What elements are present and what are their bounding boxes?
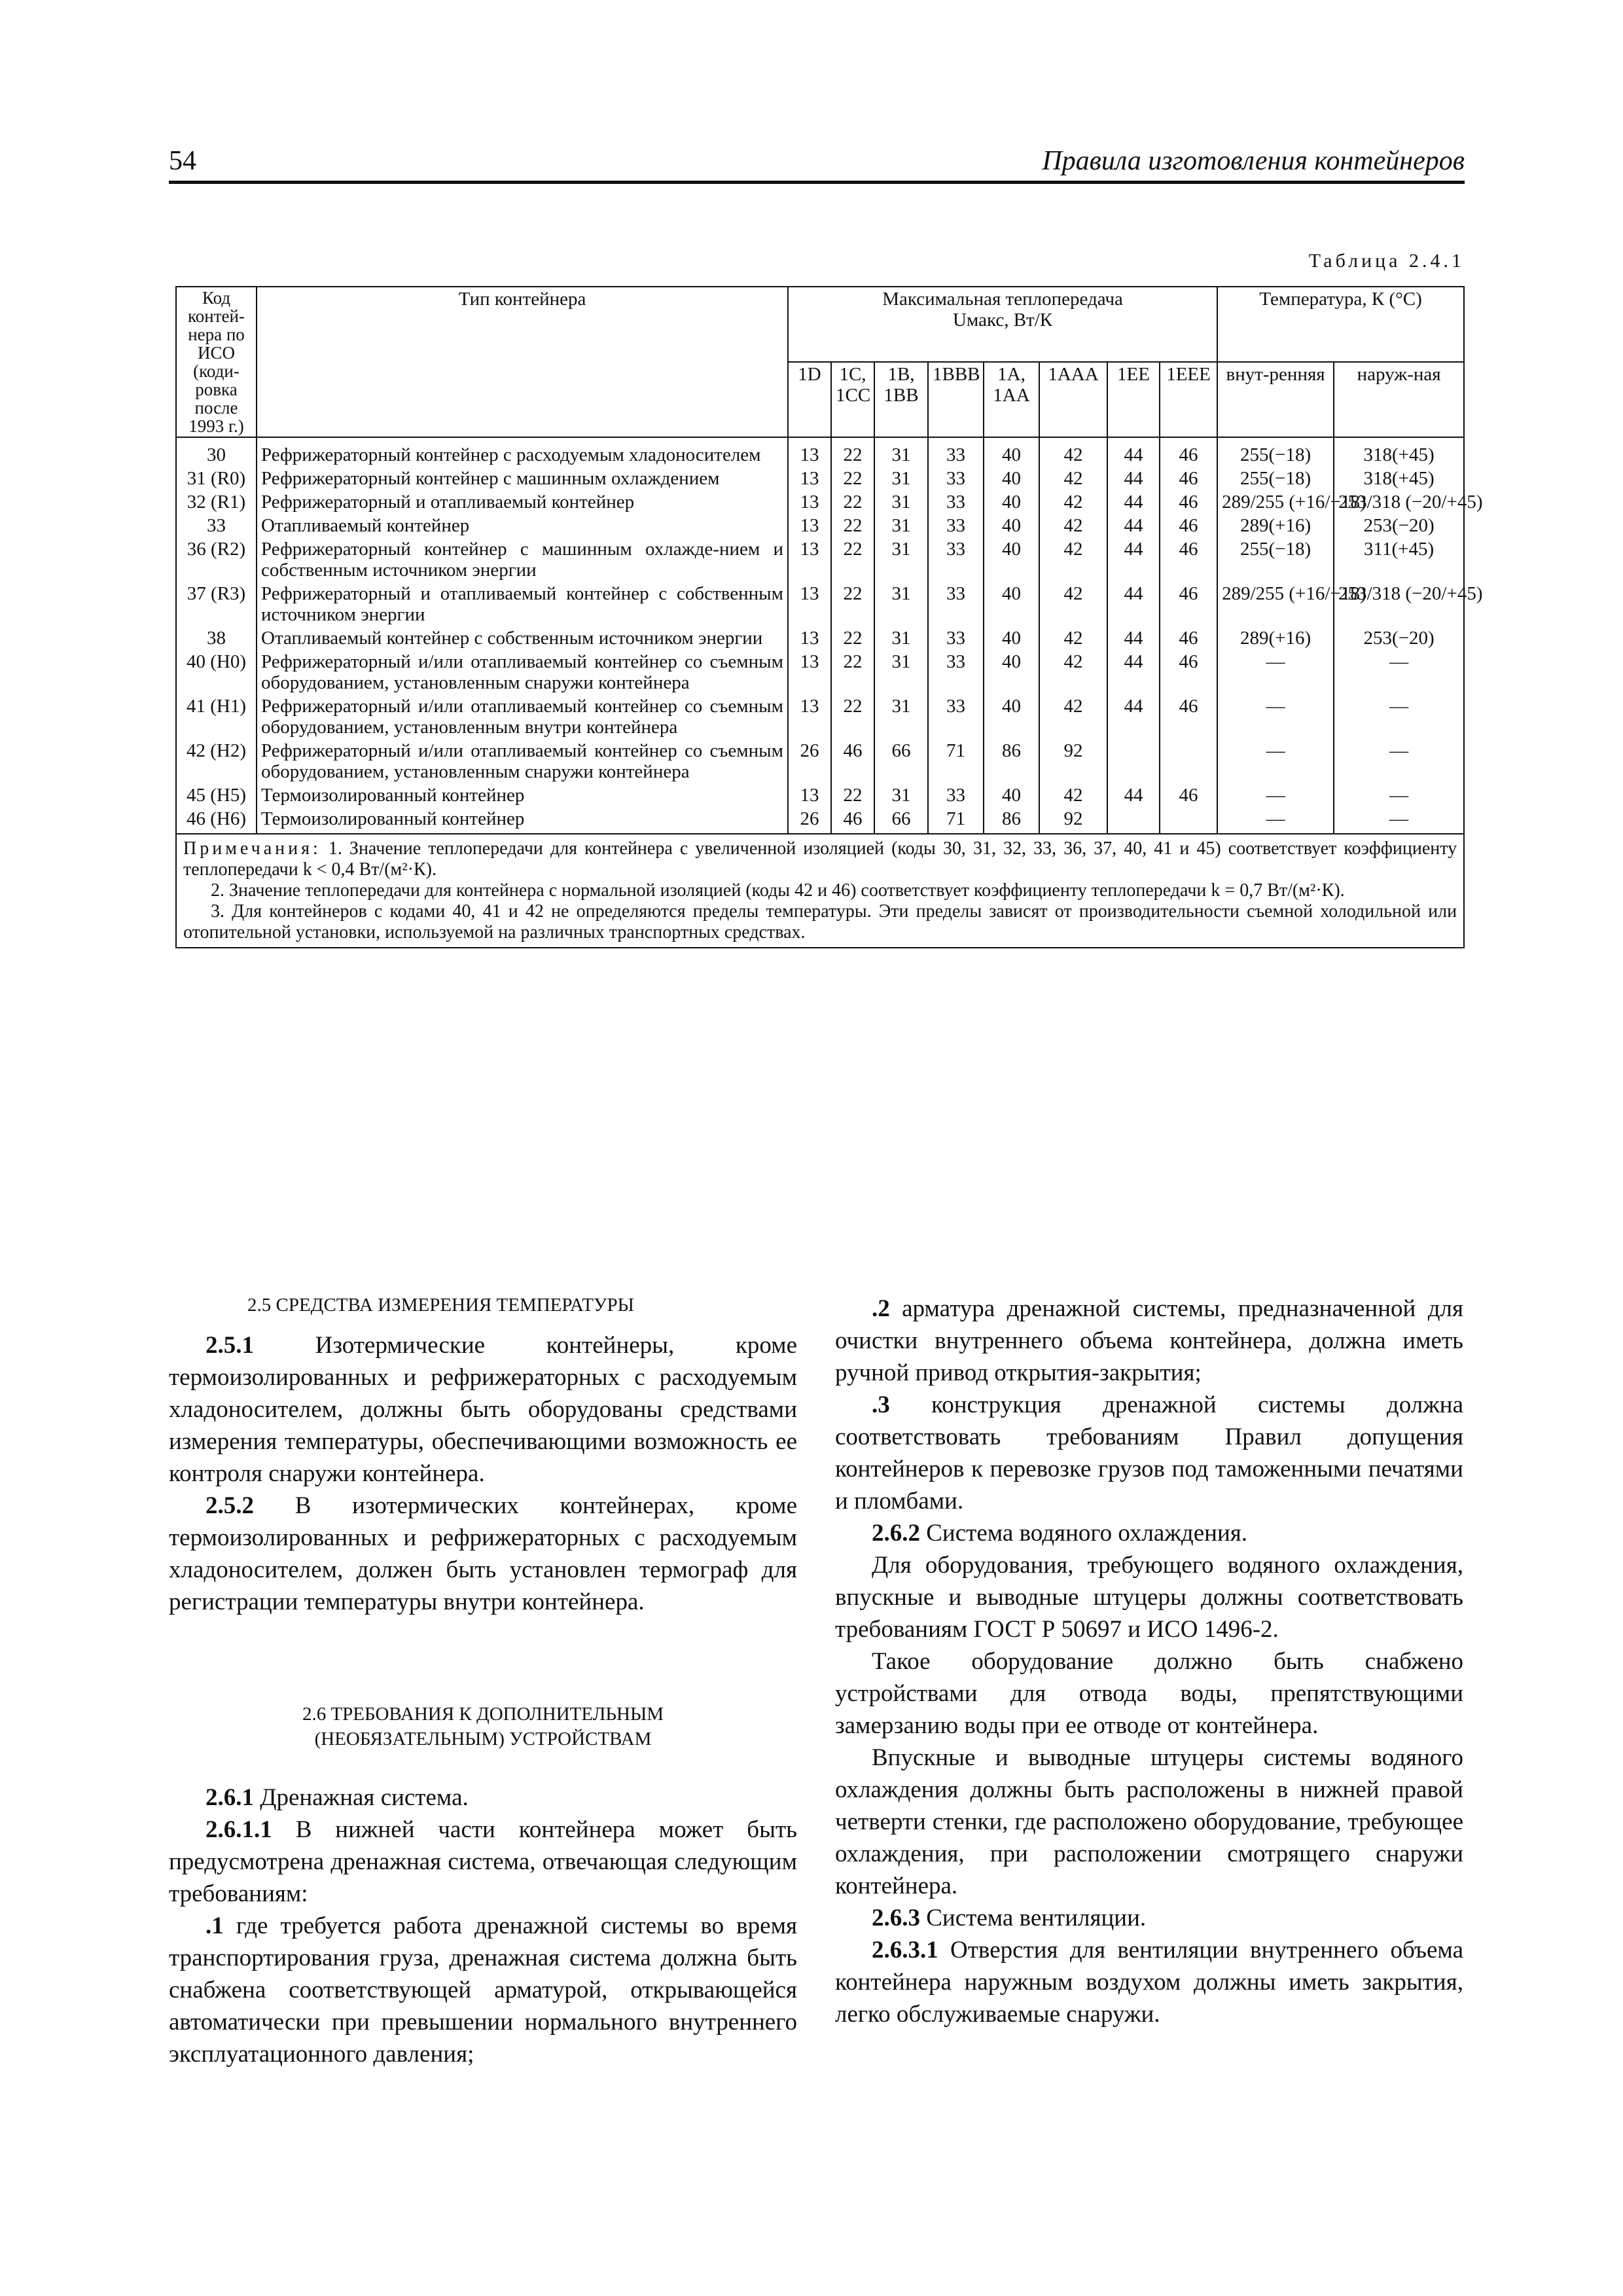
row-container-type: Отапливаемый контейнер xyxy=(257,514,788,537)
row-code: 37 (R3) xyxy=(176,582,257,626)
row-value: 71 xyxy=(928,739,984,783)
row-code: 33 xyxy=(176,514,257,537)
row-inner-temp: 255(−18) xyxy=(1217,437,1334,467)
row-inner-temp: 289/255 (+16/−18) xyxy=(1217,582,1334,626)
row-value: 46 xyxy=(831,739,874,783)
row-container-type: Рефрижераторный и отапливаемый контейнер с собственным источником энергии xyxy=(257,582,788,626)
section-2-6-title-line1: 2.6 ТРЕБОВАНИЯ К ДОПОЛНИТЕЛЬНЫМ xyxy=(302,1704,664,1725)
row-outer-temp: 253/318 (−20/+45) xyxy=(1334,490,1464,514)
paragraph-number: 2.6.3 xyxy=(872,1905,920,1931)
row-inner-temp: — xyxy=(1217,739,1334,783)
row-outer-temp: — xyxy=(1334,739,1464,783)
row-outer-temp: 318(+45) xyxy=(1334,467,1464,490)
running-header xyxy=(169,141,1465,184)
row-value: 22 xyxy=(831,467,874,490)
row-value: 26 xyxy=(788,739,831,783)
header-inner-temp: внут-ренняя xyxy=(1217,362,1334,437)
row-value: 40 xyxy=(984,582,1039,626)
row-value: 13 xyxy=(788,467,831,490)
row-value: 22 xyxy=(831,514,874,537)
row-value: 31 xyxy=(874,650,928,694)
row-value: 22 xyxy=(831,783,874,807)
row-value: 22 xyxy=(831,490,874,514)
row-value: 13 xyxy=(788,437,831,467)
row-value: 42 xyxy=(1039,582,1107,626)
item-text: арматура дренажной системы, предназначенной для очистки внутреннего объема контейнера, должна иметь ручной привод открытия-закрытия; xyxy=(835,1295,1463,1386)
header-outer-temp: наруж-ная xyxy=(1334,362,1464,437)
paragraph-number: 2.5.2 xyxy=(205,1492,254,1519)
row-value: 22 xyxy=(831,694,874,739)
row-code: 32 (R1) xyxy=(176,490,257,514)
row-value: 44 xyxy=(1107,490,1160,514)
row-value: 31 xyxy=(874,490,928,514)
paragraph-text: В изотермических контейнерах, кроме термоизолированных и рефрижераторных с расходуемым хладоносителем, должен быть установлен термограф для регистрации температуры внутри контейнера. xyxy=(169,1492,797,1615)
row-code: 42 (H2) xyxy=(176,739,257,783)
row-value: 46 xyxy=(1160,537,1217,582)
row-value: 40 xyxy=(984,783,1039,807)
row-outer-temp: 253(−20) xyxy=(1334,514,1464,537)
row-value: 33 xyxy=(928,514,984,537)
row-value: 22 xyxy=(831,650,874,694)
table-row xyxy=(176,437,1464,467)
row-value: 86 xyxy=(984,807,1039,834)
left-column xyxy=(169,1293,797,2070)
paragraph-text: Дренажная система. xyxy=(260,1784,469,1811)
row-value: 40 xyxy=(984,490,1039,514)
header-class: 1EEE xyxy=(1160,362,1217,437)
paragraph-number: 2.6.1 xyxy=(205,1784,254,1811)
row-outer-temp: 253(−20) xyxy=(1334,626,1464,650)
row-value: 42 xyxy=(1039,437,1107,467)
row-value: 33 xyxy=(928,783,984,807)
table-row xyxy=(176,650,1464,694)
row-outer-temp: — xyxy=(1334,807,1464,834)
table-row xyxy=(176,537,1464,582)
row-value: 22 xyxy=(831,582,874,626)
item-number: .2 xyxy=(872,1295,890,1322)
paragraph-2-5-2 xyxy=(169,1490,797,1618)
row-inner-temp: 289/255 (+16/−18) xyxy=(1217,490,1334,514)
row-value xyxy=(1160,739,1217,783)
row-value: 33 xyxy=(928,437,984,467)
row-value: 33 xyxy=(928,467,984,490)
row-value: 42 xyxy=(1039,514,1107,537)
table-notes xyxy=(176,834,1464,948)
row-value: 26 xyxy=(788,807,831,834)
row-value xyxy=(1107,739,1160,783)
row-code: 41 (H1) xyxy=(176,694,257,739)
row-outer-temp: — xyxy=(1334,694,1464,739)
row-value: 22 xyxy=(831,626,874,650)
row-value: 46 xyxy=(1160,437,1217,467)
header-class: 1EE xyxy=(1107,362,1160,437)
paragraph-2-6-3-1 xyxy=(835,1934,1463,2030)
table-body xyxy=(176,437,1483,834)
paragraph-2-6-2 xyxy=(835,1517,1463,1549)
row-value: 42 xyxy=(1039,783,1107,807)
row-value: 44 xyxy=(1107,537,1160,582)
row-code: 40 (H0) xyxy=(176,650,257,694)
row-value xyxy=(1160,807,1217,834)
header-temperature: Температура, К (°С) xyxy=(1217,287,1464,362)
table-row xyxy=(176,514,1464,537)
row-value: 31 xyxy=(874,626,928,650)
row-value: 31 xyxy=(874,582,928,626)
row-value: 31 xyxy=(874,437,928,467)
list-item-2 xyxy=(835,1293,1463,1389)
row-inner-temp: — xyxy=(1217,694,1334,739)
row-value xyxy=(1107,807,1160,834)
row-value: 31 xyxy=(874,467,928,490)
paragraph-2-6-1 xyxy=(169,1782,797,1814)
row-value: 46 xyxy=(1160,783,1217,807)
row-container-type: Термоизолированный контейнер xyxy=(257,807,788,834)
paragraph-text: Изотермические контейнеры, кроме термоизолированных и рефрижераторных с расходуемым хладоносителем, должны быть оборудованы средствами измерения температуры, обеспечивающими возможность ее контроля снаружи контейнера. xyxy=(169,1332,798,1487)
table-row xyxy=(176,783,1464,807)
row-value: 13 xyxy=(788,650,831,694)
header-class: 1AAA xyxy=(1039,362,1107,437)
paragraph-text: Система вентиляции. xyxy=(926,1905,1147,1931)
row-value: 46 xyxy=(1160,467,1217,490)
running-title: Правила изготовления контейнеров xyxy=(1042,146,1465,176)
row-value: 46 xyxy=(1160,626,1217,650)
row-code: 30 xyxy=(176,437,257,467)
header-class: 1BBB xyxy=(928,362,984,437)
table-row xyxy=(176,626,1464,650)
row-container-type: Отапливаемый контейнер с собственным источником энергии xyxy=(257,626,788,650)
row-value: 13 xyxy=(788,537,831,582)
row-value: 40 xyxy=(984,694,1039,739)
row-inner-temp: 289(+16) xyxy=(1217,514,1334,537)
row-value: 22 xyxy=(831,437,874,467)
row-value: 44 xyxy=(1107,467,1160,490)
row-value: 44 xyxy=(1107,514,1160,537)
table-row xyxy=(176,582,1464,626)
row-container-type: Рефрижераторный и/или отапливаемый контейнер со съемным оборудованием, установленным внутри контейнера xyxy=(257,694,788,739)
table-header-row-1 xyxy=(176,287,1464,362)
header-max-heat xyxy=(788,287,1217,362)
row-value: 31 xyxy=(874,537,928,582)
row-value: 42 xyxy=(1039,537,1107,582)
header-class: 1A, 1AA xyxy=(984,362,1039,437)
paragraph-number: 2.6.1.1 xyxy=(205,1816,272,1843)
table-row xyxy=(176,467,1464,490)
row-value: 86 xyxy=(984,739,1039,783)
table-row xyxy=(176,490,1464,514)
row-value: 40 xyxy=(984,437,1039,467)
paragraph-2-6-3 xyxy=(835,1902,1463,1934)
row-value: 71 xyxy=(928,807,984,834)
row-code: 45 (H5) xyxy=(176,783,257,807)
table-row xyxy=(176,807,1464,834)
section-2-5-title: 2.5 СРЕДСТВА ИЗМЕРЕНИЯ ТЕМПЕРАТУРЫ xyxy=(247,1295,634,1316)
paragraph-text: Система водяного охлаждения. xyxy=(926,1520,1248,1547)
row-value: 33 xyxy=(928,537,984,582)
row-value: 31 xyxy=(874,514,928,537)
header-class: 1B, 1BB xyxy=(874,362,928,437)
row-inner-temp: 255(−18) xyxy=(1217,467,1334,490)
row-value: 44 xyxy=(1107,783,1160,807)
notes-label: Примечания: xyxy=(183,838,321,859)
row-value: 40 xyxy=(984,537,1039,582)
table-row xyxy=(176,739,1464,783)
row-container-type: Рефрижераторный контейнер с машинным охлажде-нием и собственным источником энергии xyxy=(257,537,788,582)
row-value: 13 xyxy=(788,490,831,514)
paragraph-2-5-1 xyxy=(169,1329,797,1490)
row-value: 66 xyxy=(874,739,928,783)
row-code: 31 (R0) xyxy=(176,467,257,490)
row-value: 33 xyxy=(928,650,984,694)
row-outer-temp: 253/318 (−20/+45) xyxy=(1334,582,1464,626)
item-text: конструкция дренажной системы должна соответствовать требованиям Правил допущения контейнеров к перевозке грузов под таможенными печатями и пломбами. xyxy=(835,1391,1463,1515)
paragraph-number: 2.6.2 xyxy=(872,1520,920,1547)
row-inner-temp: 289(+16) xyxy=(1217,626,1334,650)
row-value: 31 xyxy=(874,783,928,807)
section-2-6-title-line2: (НЕОБЯЗАТЕЛЬНЫМ) УСТРОЙСТВАМ xyxy=(314,1729,652,1749)
row-code: 46 (H6) xyxy=(176,807,257,834)
row-value: 46 xyxy=(1160,490,1217,514)
paragraph-2-6-2-body-2: Такое оборудование должно быть снабжено устройствами для отвода воды, препятствующими замерзанию воды при ее отводе от контейнера. xyxy=(835,1648,1463,1739)
row-value: 33 xyxy=(928,694,984,739)
paragraph-2-6-2-body-1: Для оборудования, требующего водяного охлаждения, впускные и выводные штуцеры должны соответствовать требованиям ГОСТ Р 50697 и ИСО 1496-2. xyxy=(835,1552,1463,1643)
row-value: 42 xyxy=(1039,490,1107,514)
header-class: 1C, 1CC xyxy=(831,362,874,437)
note-3: 3. Для контейнеров с кодами 40, 41 и 42 не определяются пределы температуры. Эти пределы зависят от производительности съемной холодильной или отопительной установки, используемой на различных транспортных средствах. xyxy=(183,901,1457,942)
right-column xyxy=(835,1293,1463,2030)
row-inner-temp: — xyxy=(1217,807,1334,834)
row-value: 92 xyxy=(1039,807,1107,834)
note-1-text: 1. Значение теплопередачи для контейнера с увеличенной изоляцией (коды 30, 31, 32, 33, 36, 37, 40, 41 и 45) соответствует коэффициенту теплопередачи k < 0,4 Вт/(м²·К). xyxy=(183,838,1457,880)
row-value: 46 xyxy=(1160,694,1217,739)
row-outer-temp: — xyxy=(1334,650,1464,694)
row-value: 46 xyxy=(1160,514,1217,537)
header-class: 1D xyxy=(788,362,831,437)
note-2: 2. Значение теплопередачи для контейнера с нормальной изоляцией (коды 42 и 46) соответствует коэффициенту теплопередачи k = 0,7 Вт/(м²·К). xyxy=(211,880,1345,901)
row-value: 31 xyxy=(874,694,928,739)
row-value: 46 xyxy=(1160,650,1217,694)
heat-transfer-table xyxy=(175,286,1483,948)
row-value: 44 xyxy=(1107,650,1160,694)
row-value: 46 xyxy=(1160,582,1217,626)
paragraph-2-6-1-1 xyxy=(169,1814,797,1910)
row-value: 13 xyxy=(788,626,831,650)
header-max-heat-line2: Uмакс, Вт/К xyxy=(952,310,1053,331)
row-value: 44 xyxy=(1107,582,1160,626)
row-outer-temp: 318(+45) xyxy=(1334,437,1464,467)
row-value: 42 xyxy=(1039,467,1107,490)
row-inner-temp: — xyxy=(1217,650,1334,694)
row-outer-temp: — xyxy=(1334,783,1464,807)
row-value: 92 xyxy=(1039,739,1107,783)
item-text: где требуется работа дренажной системы во время транспортирования груза, дренажная система должна быть снабжена соответствующей арматурой, открывающейся автоматически при превышении нормального внутреннего эксплуатационного давления; xyxy=(169,1912,798,2068)
row-value: 22 xyxy=(831,537,874,582)
table-notes-row xyxy=(176,834,1464,948)
paragraph-number: 2.6.3.1 xyxy=(872,1937,938,1964)
paragraph-number: 2.5.1 xyxy=(205,1332,254,1359)
row-container-type: Рефрижераторный и отапливаемый контейнер xyxy=(257,490,788,514)
row-value: 44 xyxy=(1107,694,1160,739)
row-code: 38 xyxy=(176,626,257,650)
item-number: .3 xyxy=(872,1391,890,1418)
row-value: 40 xyxy=(984,626,1039,650)
row-value: 40 xyxy=(984,467,1039,490)
row-value: 44 xyxy=(1107,626,1160,650)
row-value: 33 xyxy=(928,490,984,514)
row-container-type: Рефрижераторный контейнер с расходуемым хладоносителем xyxy=(257,437,788,467)
row-inner-temp: — xyxy=(1217,783,1334,807)
paragraph-2-6-2-body-3: Впускные и выводные штуцеры системы водяного охлаждения должны быть расположены в нижней правой четверти стенки, где расположено оборудование, требующее охлаждения, при расположении смотрящего снаружи контейнера. xyxy=(835,1744,1463,1899)
paragraph-text: В нижней части контейнера может быть предусмотрена дренажная система, отвечающая следующим требованиям: xyxy=(169,1816,797,1907)
row-value: 33 xyxy=(928,582,984,626)
row-value: 42 xyxy=(1039,694,1107,739)
row-value: 13 xyxy=(788,582,831,626)
row-inner-temp: 255(−18) xyxy=(1217,537,1334,582)
row-value: 42 xyxy=(1039,650,1107,694)
row-value: 44 xyxy=(1107,437,1160,467)
page-number: 54 xyxy=(169,146,196,176)
row-container-type: Рефрижераторный и/или отапливаемый контейнер со съемным оборудованием, установленным снаружи контейнера xyxy=(257,650,788,694)
row-value: 42 xyxy=(1039,626,1107,650)
row-container-type: Рефрижераторный контейнер с машинным охлаждением xyxy=(257,467,788,490)
row-value: 46 xyxy=(831,807,874,834)
item-number: .1 xyxy=(205,1912,224,1939)
row-value: 13 xyxy=(788,694,831,739)
row-code: 36 (R2) xyxy=(176,537,257,582)
table-caption: Таблица 2.4.1 xyxy=(1308,250,1465,272)
list-item-3 xyxy=(835,1389,1463,1517)
header-code: Код контей-нера по ИСО (коди-ровка после 1993 г.) xyxy=(176,287,257,437)
table-row xyxy=(176,694,1464,739)
note-1 xyxy=(183,838,1457,880)
list-item-1 xyxy=(169,1910,797,2070)
row-container-type: Термоизолированный контейнер xyxy=(257,783,788,807)
row-value: 13 xyxy=(788,783,831,807)
row-value: 40 xyxy=(984,650,1039,694)
row-outer-temp: 311(+45) xyxy=(1334,537,1464,582)
row-container-type: Рефрижераторный и/или отапливаемый контейнер со съемным оборудованием, установленным снаружи контейнера xyxy=(257,739,788,783)
header-max-heat-line1: Максимальная теплопередача xyxy=(882,289,1123,310)
header-type: Тип контейнера xyxy=(257,287,788,437)
row-value: 40 xyxy=(984,514,1039,537)
section-2-6-title xyxy=(169,1702,797,1751)
row-value: 33 xyxy=(928,626,984,650)
row-value: 66 xyxy=(874,807,928,834)
row-value: 13 xyxy=(788,514,831,537)
paragraph-text: Отверстия для вентиляции внутреннего объема контейнера наружным воздухом должны иметь закрытия, легко обслуживаемые снаружи. xyxy=(835,1937,1463,2028)
